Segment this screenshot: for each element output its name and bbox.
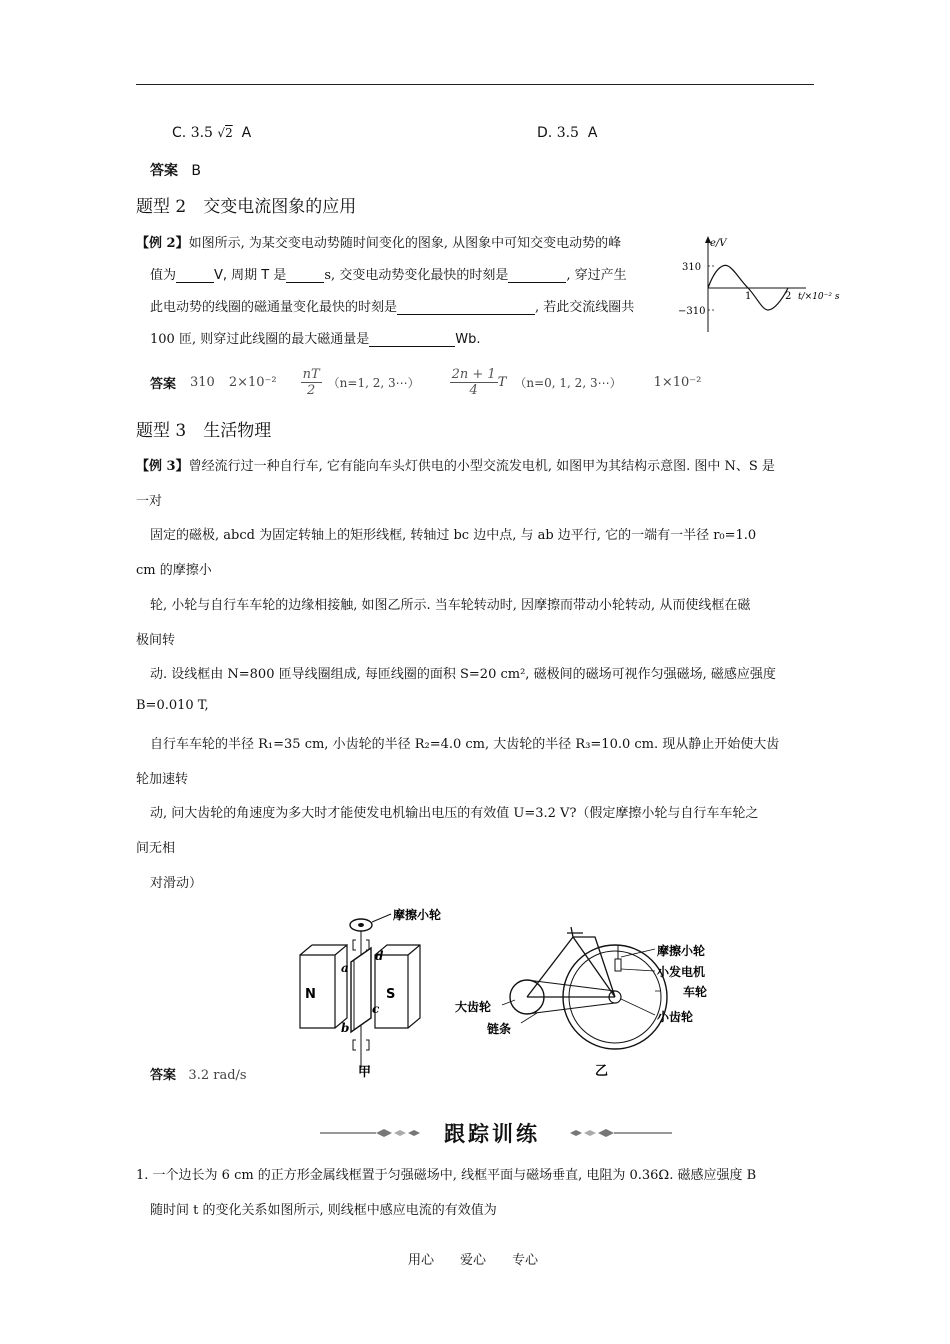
emf-time-graph (678, 232, 848, 336)
yi-friction-wheel-label: 摩擦小轮 (657, 944, 706, 958)
friction-wheel-hub (358, 923, 364, 927)
option-c: C. 3.5 √2 A (172, 125, 252, 141)
section-2-title: 题型 2 交变电流图象的应用 (136, 197, 357, 217)
example-3-line-1: 【例 3】曾经流行过一种自行车, 它有能向车头灯供电的小型交流发电机, 如图甲为其结构示意图. 图中 N、S 是 (136, 459, 775, 474)
banner-title: 跟踪训练 (444, 1122, 540, 1146)
page-footer: 用心 爱心 专心 (408, 1253, 539, 1268)
friction-wheel-pointer (372, 914, 391, 922)
example-2-line-3: 此电动势的线圈的磁通量变化最快的时刻是 , 若此交流线圈共 (150, 300, 635, 315)
example-3-line-2: 一对 (136, 494, 163, 509)
pole-s-label: S (386, 987, 396, 1002)
fraction-nt-2: $\frac{nT}{2}$ (302, 366, 320, 398)
example-3-line-9: 自行车车轮的半径 R₁=35 cm, 小齿轮的半径 R₂=4.0 cm, 大齿轮的半径 R₃=10.0 cm. 现从静止开始使大齿 (150, 737, 780, 752)
friction-wheel-label: 摩擦小轮 (393, 908, 442, 922)
yi-generator-label: 小发电机 (657, 965, 706, 979)
example-3-line-10: 轮加速转 (136, 772, 189, 787)
answer-2: 答案 310 2×10⁻² $\frac{nT}{2}$ （n=1, 2, 3⋯） $\frac{2n + 1}{4}$ T （n=0, 1, 2, 3⋯） 1×10⁻² (150, 366, 702, 398)
blank-period[interactable] (286, 268, 324, 283)
yi-wheel-label: 车轮 (683, 985, 708, 999)
example-2-line-1: 【例 2】如图所示, 为某交变电动势随时间变化的图象, 从图象中可知交变电动势的峰 (136, 236, 622, 251)
label-d: d (375, 949, 384, 963)
fraction-2n1-4: $\frac{2n + 1}{4}$ (451, 366, 496, 398)
problem-1-line-2: 随时间 t 的变化关系如图所示, 则线框中感应电流的有效值为 (150, 1203, 497, 1218)
blank-fast-time[interactable] (508, 268, 566, 283)
option-d: D. 3.5 A (537, 125, 598, 141)
figure-yi-bicycle (455, 915, 745, 1080)
example-3-line-5: 轮, 小轮与自行车车轮的边缘相接触, 如图乙所示. 当车轮转动时, 因摩擦而带动小轮转动, 从而使线框在磁 (150, 598, 751, 613)
example-3-line-11: 动, 问大齿轮的角速度为多大时才能使发电机输出电压的有效值 U=3.2 V?（假定摩擦小轮与自行车车轮之 (150, 806, 759, 821)
example-3-line-13: 对滑动） (150, 876, 203, 891)
example-3-line-12: 间无相 (136, 841, 176, 856)
problem-1-line-1: 1. 一个边长为 6 cm 的正方形金属线框置于匀强磁场中, 线框平面与磁场垂直, 电阻为 0.36Ω. 磁感应强度 B (136, 1168, 757, 1183)
sqrt-symbol: √2 (217, 126, 233, 140)
yi-chain-label: 链条 (487, 1022, 512, 1036)
x-tick-2: 2 (785, 291, 792, 302)
yi-small-gear-label: 小齿轮 (657, 1010, 694, 1024)
figure-jia-caption: 甲 (358, 1065, 372, 1080)
header-rule (136, 84, 814, 85)
answer-1: 答案 B (150, 163, 201, 179)
figure-jia-generator (295, 900, 465, 1080)
pole-n-label: N (305, 987, 316, 1002)
y-min-label: −310 (678, 306, 706, 317)
y-max-label: 310 (682, 262, 702, 273)
example-3-line-4: cm 的摩擦小 (136, 563, 212, 578)
example-2-line-4: 100 匝, 则穿过此线圈的最大磁通量是 Wb. (150, 332, 481, 347)
yi-big-gear-label: 大齿轮 (455, 1000, 492, 1014)
generator-shape (615, 959, 621, 971)
x-tick-1: 1 (745, 291, 752, 302)
blank-peak[interactable] (176, 268, 214, 283)
example-3-line-6: 极间转 (136, 633, 176, 648)
label-a: a (341, 961, 349, 975)
blank-flux-time[interactable] (397, 300, 535, 315)
example-3-line-7: 动. 设线框由 N=800 匝导线圈组成, 每匝线圈的面积 S=20 cm², 磁极间的磁场可视作匀强磁场, 磁感应强度 (150, 667, 776, 682)
figure-yi-caption: 乙 (595, 1064, 609, 1079)
answer-3: 答案 3.2 rad/s (150, 1068, 247, 1083)
label-b: b (341, 1021, 350, 1035)
example-3-line-3: 固定的磁极, abcd 为固定转轴上的矩形线框, 转轴过 bc 边中点, 与 ab 边平行, 它的一端有一半径 r₀=1.0 (150, 528, 757, 543)
x-axis-label: t/×10⁻² s (798, 292, 840, 302)
blank-max-flux[interactable] (369, 332, 455, 347)
section-3-title: 题型 3 生活物理 (136, 421, 272, 441)
example-2-line-2: 值为 V, 周期 T 是 s, 交变电动势变化最快的时刻是 , 穿过产生 (150, 268, 627, 283)
y-axis-label: e/V (710, 238, 727, 249)
label-c: c (372, 1002, 380, 1016)
example-3-line-8: B=0.010 T, (136, 698, 209, 713)
